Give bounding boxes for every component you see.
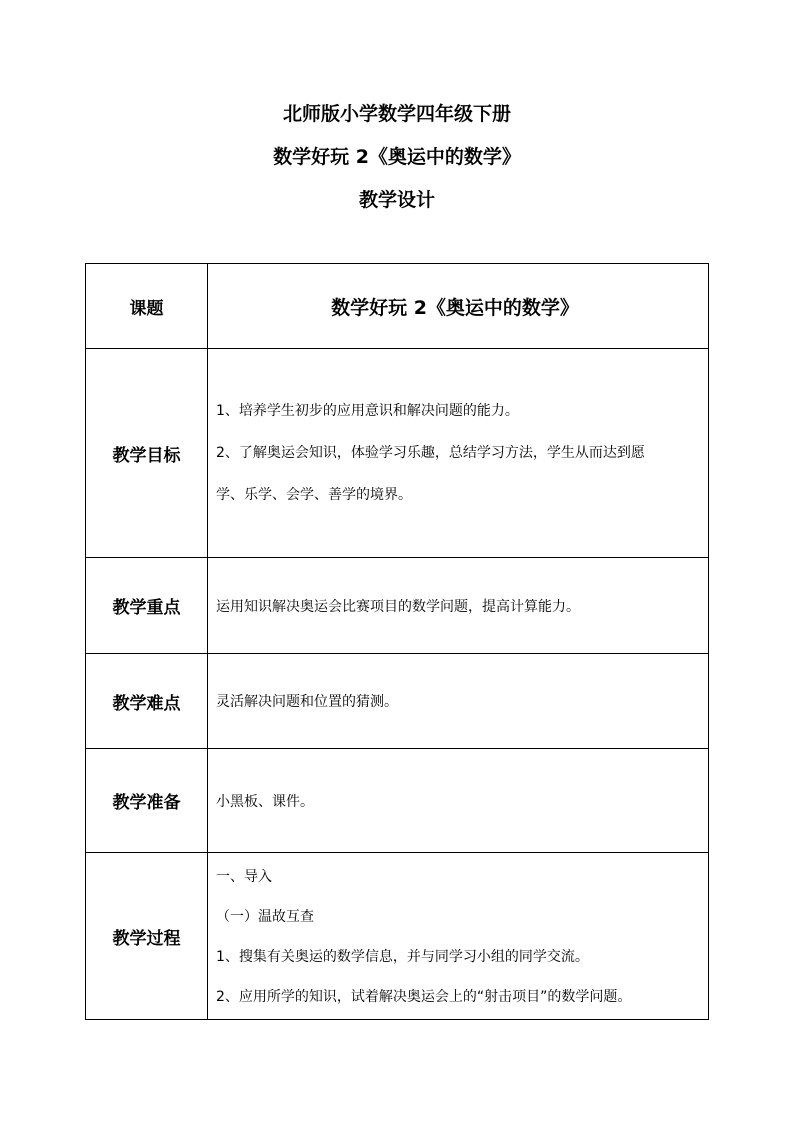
process-line: 一、导入: [216, 869, 272, 885]
table-row-difficulties: [86, 654, 709, 749]
table-row-key-points: [86, 558, 709, 654]
topic-value: 数学好玩 2《奥运中的数学》: [208, 264, 709, 349]
key-points-label: 教学重点: [86, 558, 208, 654]
difficulties-label: 教学难点: [86, 654, 208, 749]
process-line: 2、应用所学的知识，试着解决奥运会上的“射击项目”的数学问题。: [216, 989, 632, 1005]
process-content: [208, 853, 709, 1020]
preparation-label: 教学准备: [86, 749, 208, 853]
goals-content: [208, 349, 709, 558]
table-row-topic: [86, 264, 709, 349]
difficulties-value: 灵活解决问题和位置的猜测。: [208, 654, 709, 749]
preparation-value: 小黑板、课件。: [208, 749, 709, 853]
goals-line: 2、了解奥运会知识，体验学习乐趣，总结学习方法，学生从而达到愿: [216, 445, 645, 461]
table-row-preparation: [86, 749, 709, 853]
document-header: [0, 103, 794, 232]
table-row-process: [86, 853, 709, 1020]
goals-label: 教学目标: [86, 349, 208, 558]
document-lesson-title: 数学好玩 2《奥运中的数学》: [273, 146, 521, 168]
table-row-goals: [86, 349, 709, 558]
key-points-value: 运用知识解决奥运会比赛项目的数学问题，提高计算能力。: [208, 558, 709, 654]
document-type-title: 教学设计: [358, 189, 435, 211]
goals-line: 1、培养学生初步的应用意识和解决问题的能力。: [216, 403, 519, 419]
process-line: 1、搜集有关奥运的数学信息，并与同学习小组的同学交流。: [216, 949, 589, 965]
topic-label: 课题: [86, 264, 208, 349]
process-line: （一）温故互查: [216, 909, 314, 925]
lesson-plan-table: [85, 263, 709, 1020]
process-label: 教学过程: [86, 853, 208, 1020]
goals-line: 学、乐学、会学、善学的境界。: [216, 487, 412, 503]
document-subject-title: 北师版小学数学四年级下册: [282, 103, 511, 125]
